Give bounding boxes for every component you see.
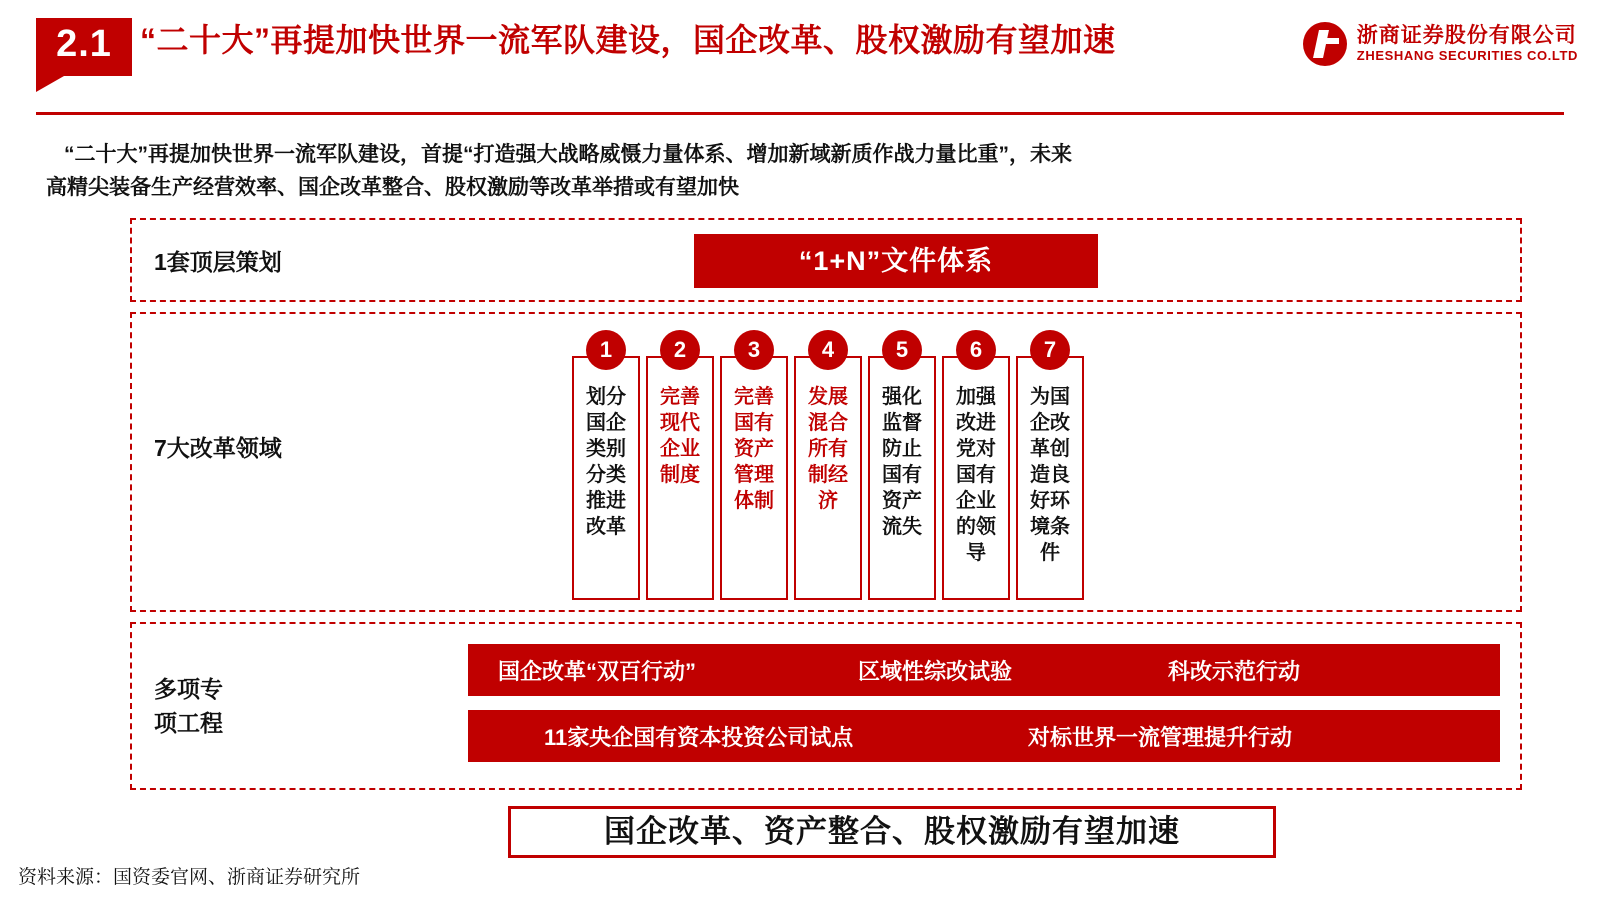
zheshang-logo-icon — [1303, 22, 1347, 66]
header-divider — [36, 112, 1564, 115]
field-number-badge: 6 — [956, 330, 996, 370]
field-number-badge: 5 — [882, 330, 922, 370]
project-item: 科改示范行动 — [1168, 658, 1301, 684]
field-number-badge: 4 — [808, 330, 848, 370]
row-bottom-label — [154, 672, 223, 740]
field-text: 完善国有资产管理体制 — [720, 356, 788, 600]
field-text: 划分国企类别分类推进改革 — [572, 356, 640, 600]
row-bottom-label-line1: 多项专 — [154, 676, 223, 702]
project-item: 国企改革“双百行动” — [498, 658, 697, 684]
field-number-badge: 3 — [734, 330, 774, 370]
project-bar-second — [468, 710, 1500, 762]
reform-field-item — [1016, 330, 1084, 600]
source-note: 资料来源：国资委官网、浙商证券研究所 — [18, 867, 361, 888]
diagram-row-seven-fields — [130, 312, 1522, 612]
field-text: 完善现代企业制度 — [646, 356, 714, 600]
page-title: “二十大”再提加快世界一流军队建设，国企改革、股权激励有望加速 — [140, 22, 1116, 58]
reform-field-columns — [572, 330, 1084, 600]
logo-text — [1357, 24, 1578, 63]
project-item: 区域性综改试验 — [858, 658, 1013, 684]
section-number-badge: 2.1 — [36, 18, 132, 76]
project-bar-first — [468, 644, 1500, 696]
reform-field-item — [868, 330, 936, 600]
reform-field-item — [942, 330, 1010, 600]
reform-field-item — [572, 330, 640, 600]
lead-paragraph — [46, 138, 1556, 204]
reform-field-item — [794, 330, 862, 600]
reform-field-item — [720, 330, 788, 600]
field-text: 为国企改革创造良好环境条件 — [1016, 356, 1084, 600]
field-text: 加强改进党对国有企业的领导 — [942, 356, 1010, 600]
company-logo — [1303, 22, 1578, 66]
logo-company-name-en: ZHESHANG SECURITIES CO.LTD — [1356, 47, 1578, 63]
conclusion-box: 国企改革、资产整合、股权激励有望加速 — [508, 806, 1276, 858]
project-item: 对标世界一流管理提升行动 — [1028, 724, 1293, 750]
project-item: 11家央企国有资本投资公司试点 — [544, 724, 854, 750]
reform-framework-diagram — [130, 218, 1522, 790]
slide-header — [0, 0, 1600, 120]
field-number-badge: 2 — [660, 330, 700, 370]
row-mid-label: 7大改革领域 — [154, 435, 282, 461]
logo-company-name-cn: 浙商证券股份有限公司 — [1356, 24, 1577, 48]
diagram-row-top-design — [130, 218, 1522, 302]
lead-line-1: “二十大”再提加快世界一流军队建设，首提“打造强大战略威慑力量体系、增加新域新质作战力量比重”，未来 — [64, 143, 1072, 166]
reform-field-item — [646, 330, 714, 600]
lead-line-2: 高精尖装备生产经营效率、国企改革整合、股权激励等改革举措或有望加快 — [46, 176, 739, 199]
field-text: 发展混合所有制经济 — [794, 356, 862, 600]
diagram-row-special-projects — [130, 622, 1522, 790]
field-number-badge: 1 — [586, 330, 626, 370]
row-top-label: 1套顶层策划 — [154, 249, 282, 275]
field-text: 强化监督防止国有资产流失 — [868, 356, 936, 600]
field-number-badge: 7 — [1030, 330, 1070, 370]
document-system-pill: “1+N”文件体系 — [694, 234, 1098, 288]
row-bottom-label-line2: 项工程 — [154, 710, 223, 736]
